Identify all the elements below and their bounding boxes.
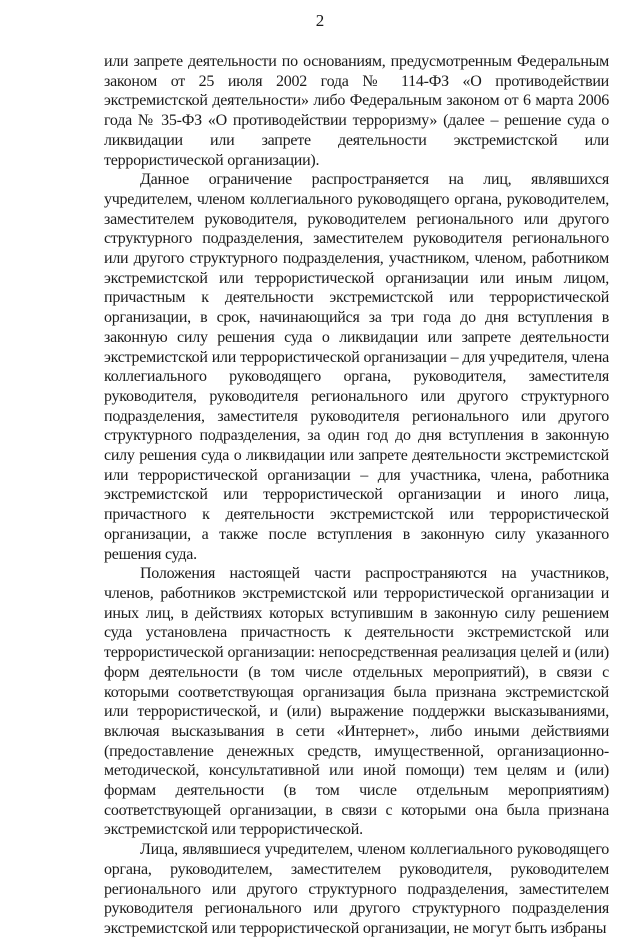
paragraph-continuation: или запрете деятельности по основаниям, предусмотренным Федеральным законом от 25 июля 2002 года № 114-ФЗ «О противодействии экстремистской деятельности» либо Федеральным законом от 6 марта 2006 года № 35-ФЗ «О противодействии терроризму» (далее – решение суда о ликвидации или запрете деятельности экстремистской или террористической организации).	[104, 53, 609, 169]
paragraph-provisions-extension: Положения настоящей части распространяются на участников, членов, работников экстремистской или террористической организации и иных лиц, в действиях которых вступившим в законную силу решением суда установлена причастность к деятельности экстремистской или террористической организации: непосредственная реализация целей и (или) форм деятельности (в том числе отдельных мероприятий), в связи с которыми соответствующая организация была признана экстремистской или террористической, и (или) выражение поддержки высказываниями, включая высказывания в сети «Интернет», либо иными действиями (предоставление денежных средств, имущественной, организационно-методической, консультативной или иной помощи) тем целям и (или) формам деятельности (в том числе отдельным мероприятиям) соответствующей организации, в связи с которыми она была признана экстремистской или террористической.	[104, 565, 609, 839]
document-body	[104, 52, 609, 939]
paragraph-restriction-scope: Данное ограничение распространяется на лиц, являвшихся учредителем, членом коллегиального руководящего органа, руководителем, заместителем руководителя, руководителем регионального или другого структурного подразделения, заместителем руководителя регионального или другого структурного подразделения, участником, членом, работником экстремистской или террористической организации или иным лицом, причастным к деятельности экстремистской или террористической организации, в срок, начинающийся за три года до дня вступления в законную силу решения суда о ликвидации или запрете деятельности экстремистской или террористической организации – для учредителя, члена коллегиального руководящего органа, руководителя, заместителя руководителя, руководителя регионального или другого структурного подразделения, заместителя руководителя регионального или другого структурного подразделения, за один год до дня вступления в законную силу решения суда о ликвидации или запрете деятельности экстремистской или террористической организации – для участника, члена, работника экстремистской или террористической организации и иного лица, причастного к деятельности экстремистской или террористической организации, а также после вступления в законную силу указанного решения суда.	[104, 171, 609, 563]
paragraph-election-restriction: Лица, являвшиеся учредителем, членом коллегиального руководящего органа, руководителем, заместителем руководителя, руководителем регионального или другого структурного подразделения, заместителем руководителя регионального или другого структурного подразделения экстремистской или террористической организации, не могут быть избраны	[104, 841, 609, 937]
page-number: 2	[315, 11, 325, 30]
